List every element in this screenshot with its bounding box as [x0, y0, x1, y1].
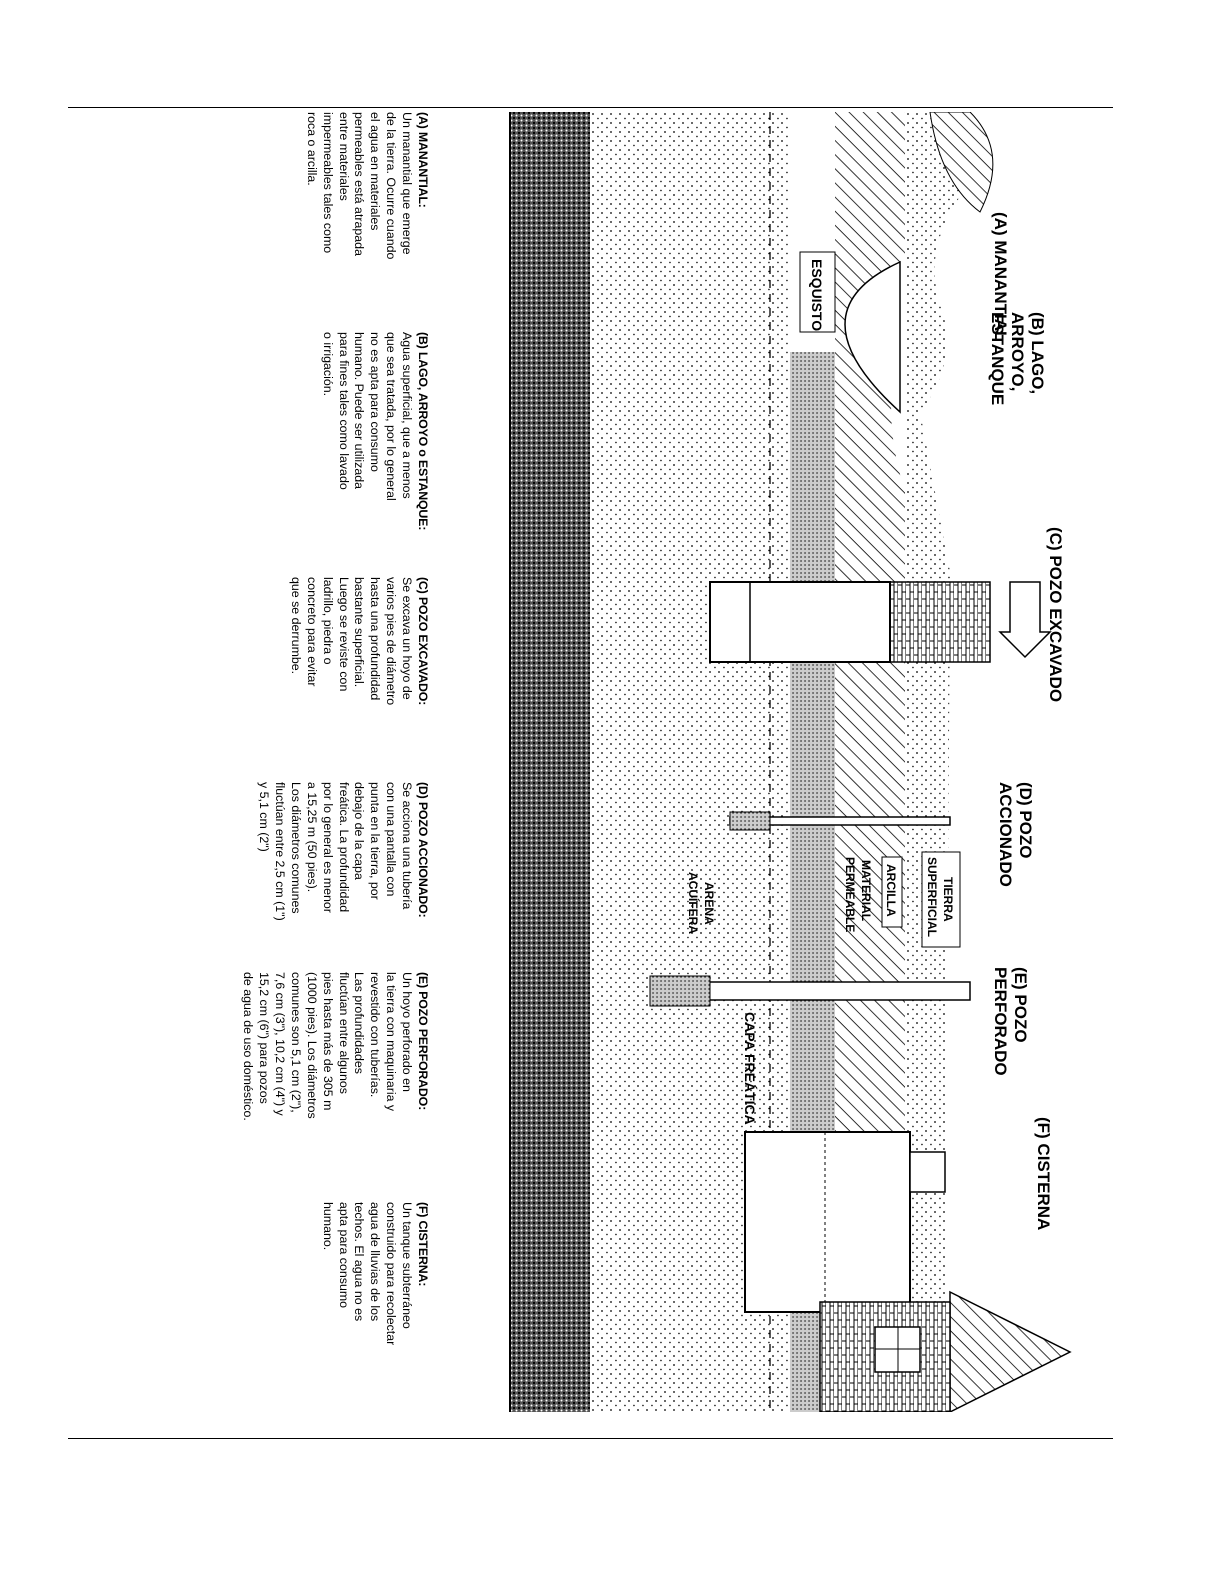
top-rule: [68, 107, 1113, 108]
label-material-1: MATERIAL: [859, 860, 873, 922]
label-lago-2: ARROYO,: [1008, 312, 1027, 392]
desc-heading: (E) POZO PERFORADO:: [416, 972, 430, 1111]
desc-heading: (D) POZO ACCIONADO:: [416, 782, 430, 918]
desc-manantial: (A) MANANTIAL: Un manantial que emerge de la tierra. Ocurre cuando el agua en materiales permeables está atrapada entre materiales impermeables tales como roca o arcilla.: [303, 112, 430, 282]
label-esquisto: ESQUISTO: [809, 259, 825, 332]
topsoil-layer: [905, 112, 973, 1412]
label-tierra-1: TIERRA: [941, 877, 955, 922]
cistern-tank: [745, 1132, 910, 1312]
desc-pozo-accionado: (D) POZO ACCIONADO: Se acciona una tubería con una pantalla con punta en la tierra, por debajo de la capa freática. La profundidad por lo general es menor a 15,25 m (50 pies). Los diámetros comunes fluctúan entre 2,5 cm (1") y 5,1 cm (2"): [255, 782, 430, 962]
label-lago-1: (B) LAGO,: [1028, 312, 1047, 395]
label-lago-3: ESTANQUE: [988, 312, 1007, 406]
desc-heading: (A) MANANTIAL:: [416, 112, 430, 208]
label-accionado-2: ACCIONADO: [996, 782, 1015, 887]
bottom-rule: [68, 1438, 1113, 1439]
label-manantial: (A) MANANTIAL: [991, 212, 1010, 342]
label-accionado-1: (D) POZO: [1016, 782, 1035, 859]
label-arena-1: ARENA: [702, 882, 716, 925]
drilled-well-screen: [650, 976, 710, 1006]
desc-pozo-perforado: (E) POZO PERFORADO: Un hoyo perforado en la tierra con maquinaria y revestido con tuberías. Las profundidades fluctúan entre algunos pies hasta más de 305 m (1000 pies). Los diámetros comunes son 5,1 cm (2"), 7,6 cm (3"), 10,2 cm (4") y 15,2 cm (6") para pozos de agua de uso doméstico.: [240, 972, 431, 1167]
dug-well-shaft: [710, 582, 890, 662]
label-arena-2: ACUÍFERA: [686, 872, 700, 934]
desc-cisterna: (F) CISTERNA: Un tanque subterráneo construido para recolectar agua de lluvias de los techos. El agua no es apta para consumo humano.: [319, 1202, 430, 1382]
cistern-neck: [910, 1152, 945, 1192]
label-excavado: (C) POZO EXCAVADO: [1046, 527, 1065, 703]
label-material-2: PERMEABLE: [843, 857, 857, 933]
label-cisterna: (F) CISTERNA: [1034, 1117, 1053, 1231]
desc-heading: (B) LAGO, ARROYO o ESTANQUE:: [416, 332, 430, 531]
desc-heading: (C) POZO EXCAVADO:: [416, 577, 430, 706]
dug-well-arrow: [1000, 582, 1050, 657]
water-sources-diagram: [470, 112, 1090, 1412]
label-tierra-2: SUPERFICIAL: [925, 857, 939, 938]
dug-well-lining: [890, 582, 990, 662]
driven-well-screen: [730, 812, 770, 830]
desc-lago: (B) LAGO, ARROYO o ESTANQUE: Agua superficial, que a menos que sea tratada, por lo general no es apta para consumo humano. Puede ser utilizada para fines tales como lavado o irrigación.: [320, 332, 430, 531]
drilled-well-pipe: [670, 982, 970, 1000]
shale-layer: [510, 112, 590, 1412]
desc-pozo-excavado: (C) POZO EXCAVADO: Se excava un hoyo de varios pies de diámetro hasta una profundidad bastante superficial. Luego se reviste con ladrillo, piedra o concreto para evitar que se derrumbe.: [287, 577, 430, 752]
house-roof: [950, 1292, 1070, 1412]
label-arcilla: ARCILLA: [884, 864, 898, 917]
label-capa-freatica: CAPA FREÁTICA: [742, 1012, 758, 1125]
label-perforado-1: (E) POZO: [1011, 967, 1030, 1043]
desc-heading: (F) CISTERNA:: [416, 1202, 430, 1287]
rotated-figure: [240, 112, 1090, 1412]
label-perforado-2: PERFORADO: [991, 967, 1010, 1076]
